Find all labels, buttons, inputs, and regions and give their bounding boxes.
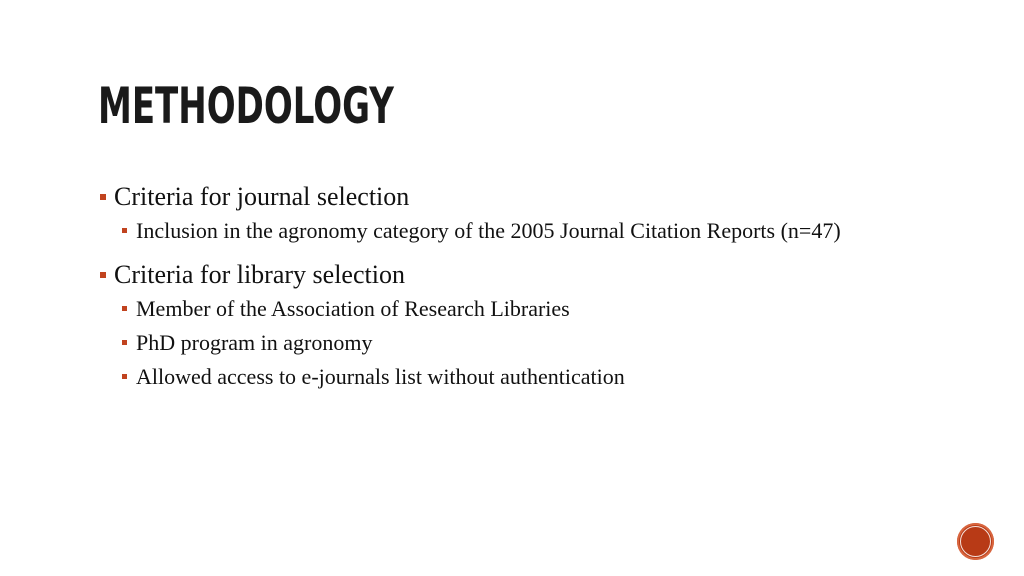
bullet-text: Allowed access to e-journals list without authentication bbox=[136, 364, 625, 389]
square-bullet-icon bbox=[122, 306, 127, 311]
slide-title: METHODOLOGY bbox=[98, 77, 394, 135]
slide-body bbox=[98, 180, 918, 391]
square-bullet-icon bbox=[100, 194, 106, 200]
bullet-level2 bbox=[98, 295, 918, 323]
bullet-text: Criteria for journal selection bbox=[114, 182, 410, 211]
square-bullet-icon bbox=[122, 228, 127, 233]
bullet-level2 bbox=[98, 363, 918, 391]
circle-badge-icon bbox=[960, 526, 991, 557]
bullet-text: Member of the Association of Research Libraries bbox=[136, 296, 570, 321]
square-bullet-icon bbox=[122, 340, 127, 345]
bullet-level1 bbox=[98, 180, 918, 213]
bullet-level2 bbox=[98, 217, 918, 245]
square-bullet-icon bbox=[122, 374, 127, 379]
bullet-level1 bbox=[98, 258, 918, 291]
bullet-text: Inclusion in the agronomy category of the 2005 Journal Citation Reports (n=47) bbox=[136, 218, 841, 243]
page-number-badge bbox=[957, 523, 994, 560]
square-bullet-icon bbox=[100, 272, 106, 278]
bullet-text: PhD program in agronomy bbox=[136, 330, 373, 355]
bullet-text: Criteria for library selection bbox=[114, 260, 405, 289]
bullet-level2 bbox=[98, 329, 918, 357]
